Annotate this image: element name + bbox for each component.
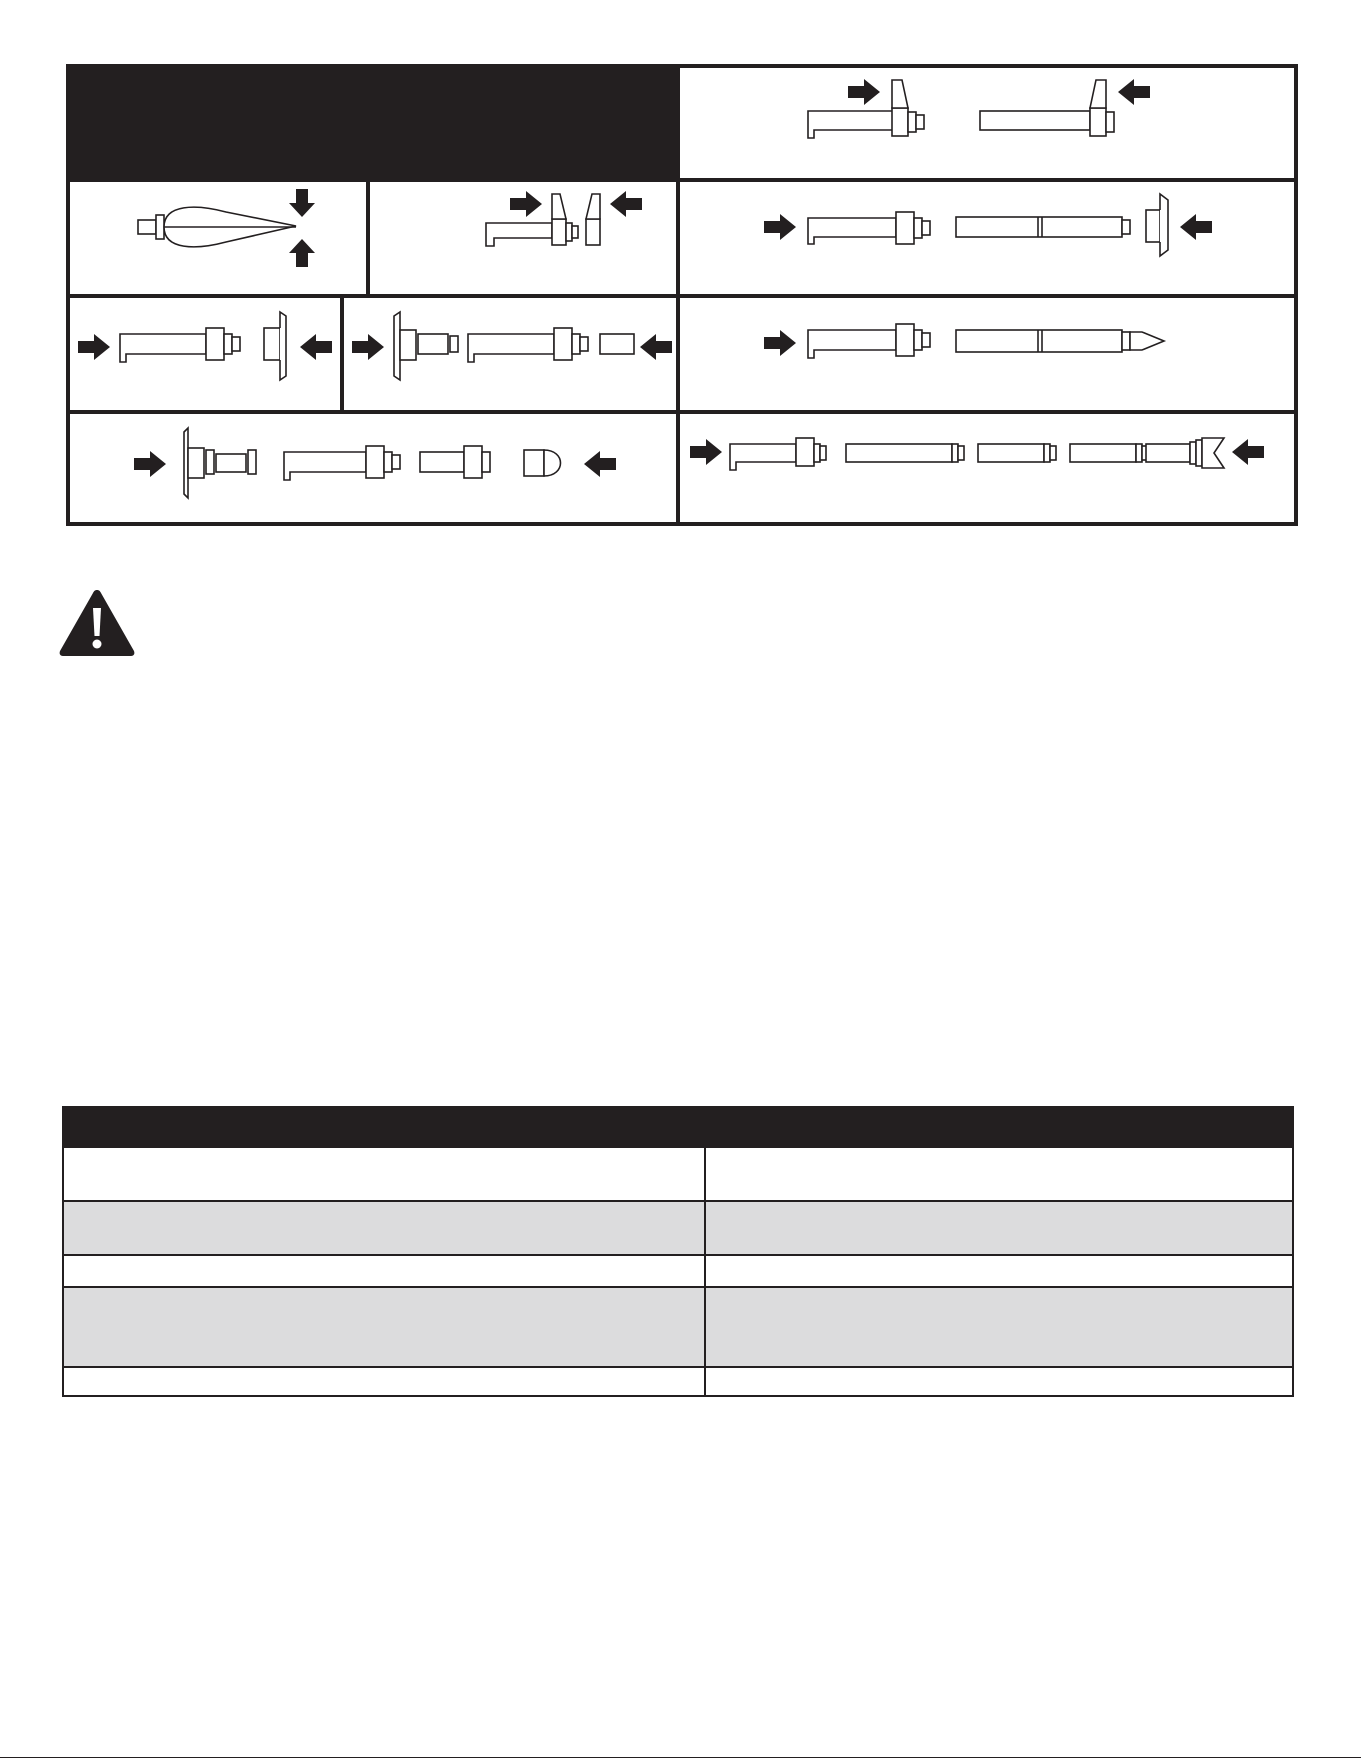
- panel-header-block: [68, 66, 678, 178]
- spec-table-row: [64, 1366, 1292, 1397]
- spec-table-row: [64, 1146, 1292, 1200]
- spec-table: [62, 1106, 1294, 1397]
- spec-table-row: [64, 1286, 1292, 1366]
- spec-table-row: [64, 1254, 1292, 1286]
- spec-table-row: [64, 1200, 1292, 1254]
- warning-text: [150, 596, 1290, 597]
- warning-triangle-icon: [58, 588, 136, 658]
- spec-table-column-divider: [704, 1146, 706, 1395]
- page-footer-rule: [0, 1757, 1361, 1758]
- spec-table-header: [64, 1108, 1292, 1146]
- kit-diagram-panel: [66, 64, 1298, 526]
